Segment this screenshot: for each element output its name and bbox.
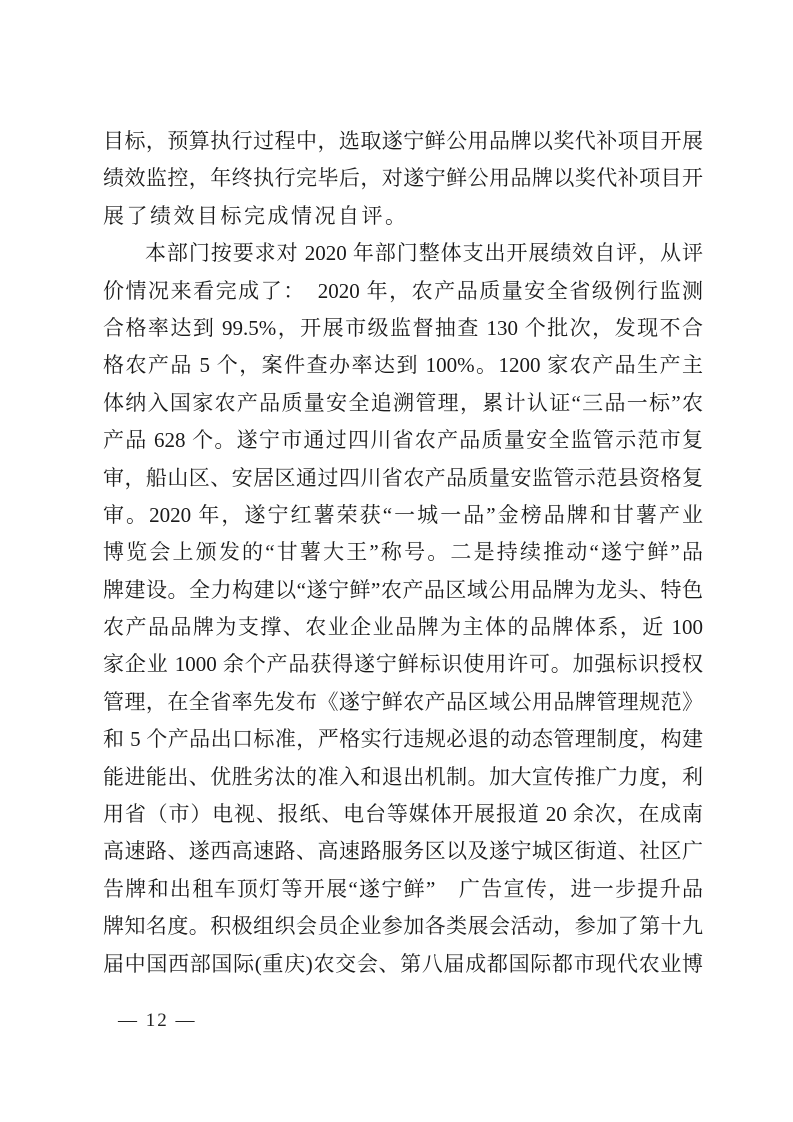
text-line: 和 5 个产品出口标准，严格实行违规必退的动态管理制度，构建: [103, 727, 703, 752]
text-line: 体纳入国家农产品质量安全追溯管理，累计认证“三品一标”农: [103, 390, 703, 415]
text-line: 能进能出、优胜劣汰的准入和退出机制。加大宣传推广力度，利: [103, 764, 703, 789]
text-line: 审。2020 年，遂宁红薯荣获“一城一品”金榜品牌和甘薯产业: [103, 502, 703, 527]
text-line: 用省（市）电视、报纸、电台等媒体开展报道 20 余次，在成南: [103, 802, 703, 827]
text-line: 绩效监控，年终执行完毕后，对遂宁鲜公用品牌以奖代补项目开: [103, 166, 703, 191]
text-line: 牌建设。全力构建以“遂宁鲜”农产品区域公用品牌为龙头、特色: [103, 577, 703, 602]
text-line: 本部门按要求对 2020 年部门整体支出开展绩效自评，从评: [145, 241, 703, 266]
text-line: 管理，在全省率先发布《遂宁鲜农产品区域公用品牌管理规范》: [103, 689, 703, 714]
text-line: 高速路、遂西高速路、高速路服务区以及遂宁城区街道、社区广: [103, 839, 703, 864]
text-line: 家企业 1000 余个产品获得遂宁鲜标识使用许可。加强标识授权: [103, 652, 703, 677]
document-text: [103, 123, 703, 983]
text-line: 博览会上颁发的“甘薯大王”称号。二是持续推动“遂宁鲜”品: [103, 540, 703, 565]
text-line: 告牌和出租车顶灯等开展“遂宁鲜” 广告宣传，进一步提升品: [103, 876, 703, 901]
text-line: 农产品品牌为支撑、农业企业品牌为主体的品牌体系，近 100: [103, 615, 703, 640]
text-line: 牌知名度。积极组织会员企业参加各类展会活动，参加了第十九: [103, 914, 703, 939]
page-number: — 12 —: [118, 1010, 197, 1031]
text-line: 格农产品 5 个，案件查办率达到 100%。1200 家农产品生产主: [103, 353, 703, 378]
text-line: 届中国西部国际(重庆)农交会、第八届成都国际都市现代农业博: [103, 951, 703, 976]
text-line: 价情况来看完成了： 2020 年，农产品质量安全省级例行监测: [103, 278, 703, 303]
text-line: 展了绩效目标完成情况自评。: [103, 203, 409, 228]
text-line: 目标，预算执行过程中，选取遂宁鲜公用品牌以奖代补项目开展: [103, 129, 703, 153]
text-line: 审，船山区、安居区通过四川省农产品质量安监管示范县资格复: [103, 465, 703, 490]
text-line: 产品 628 个。遂宁市通过四川省农产品质量安全监管示范市复: [103, 428, 703, 453]
text-line: 合格率达到 99.5%，开展市级监督抽查 130 个批次，发现不合: [103, 315, 703, 340]
